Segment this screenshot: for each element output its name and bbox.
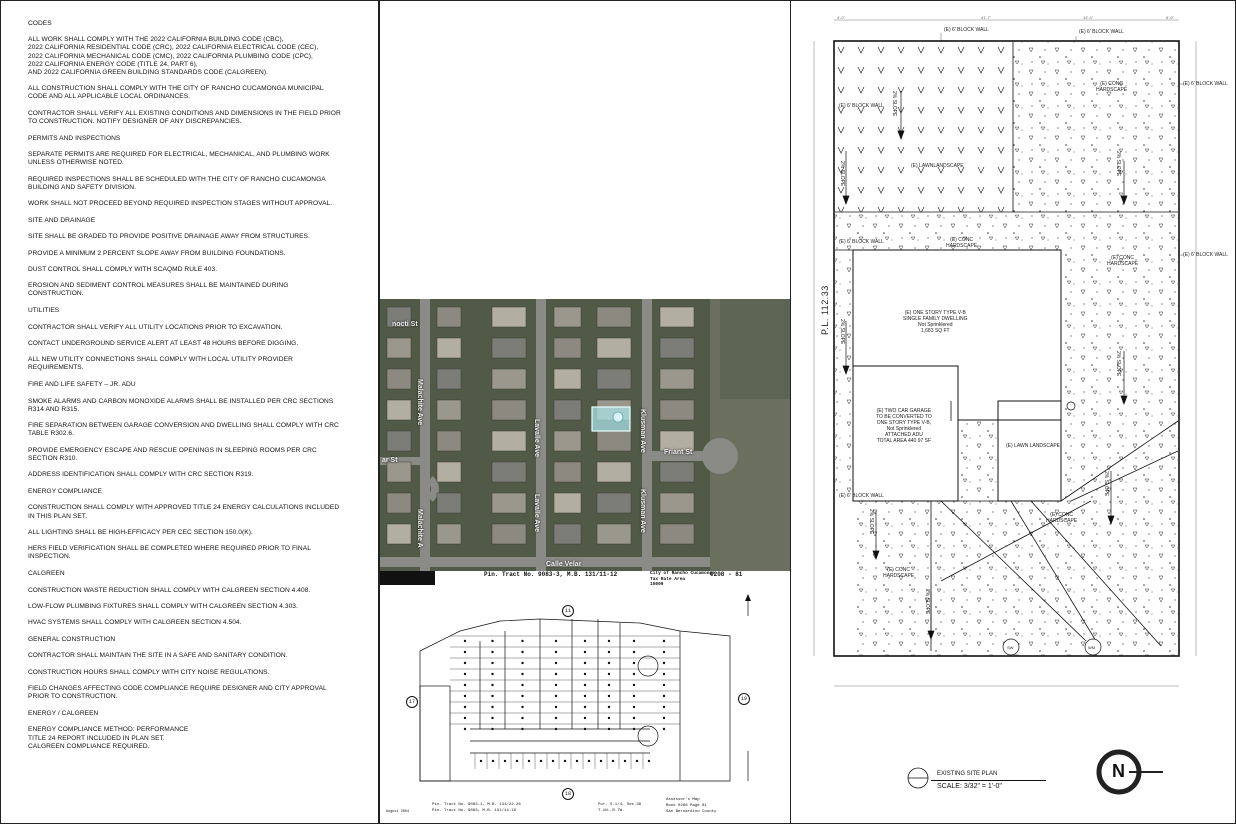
note-paragraph: HVAC SYSTEMS SHALL COMPLY WITH CALGREEN SECTION 4.504. bbox=[28, 618, 242, 626]
vicinity-map-panel bbox=[379, 0, 791, 824]
lawn-landscape-label-2: (E) LAWN LANDSCAPE bbox=[1006, 443, 1060, 449]
tract-circle-11: 11 bbox=[562, 605, 574, 617]
note-paragraph: ALL WORK SHALL COMPLY WITH THE 2022 CALIFORNIA BUILDING CODE (CBC), 2022 CALIFORNIA RESIDENTIAL CODE (CRC), 2022 CALIFORNIA ELECTRICAL CODE (CEC), 2022 CALIFORNIA MECHANICAL CODE (CMC), 2022 CALIFORNIA PLUMBING CODE (CPC), 2022 CALIFORNIA ENERGY CODE (TITLE 24, PART 6), AND 2022 CALIFORNIA GREEN BUILDING STANDARDS CODE (CALGREEN). bbox=[28, 36, 319, 77]
note-paragraph: ADDRESS IDENTIFICATION SHALL COMPLY WITH CRC SECTION R319. bbox=[28, 470, 254, 478]
note-paragraph: EROSION AND SEDIMENT CONTROL MEASURES SHALL BE MAINTAINED DURING CONSTRUCTION. bbox=[28, 282, 289, 298]
tract-circle-17: 17 bbox=[406, 696, 418, 708]
tract-footer-mid-1: Por. S.1/4, Sec.36 bbox=[598, 803, 642, 807]
tract-footer-right-3: San Bernardino County bbox=[666, 810, 717, 814]
tract-circle-18: 18 bbox=[562, 788, 574, 800]
note-paragraph: WORK SHALL NOT PROCEED BEYOND REQUIRED INSPECTION STAGES WITHOUT APPROVAL. bbox=[28, 200, 333, 208]
note-paragraph: HERS FIELD VERIFICATION SHALL BE COMPLETED WHERE REQUIRED PRIOR TO FINAL INSPECTION. bbox=[28, 544, 311, 561]
tract-city: City of Rancho Cucamonga bbox=[650, 571, 715, 576]
conc-hardscape-label-4: (E) CONC HARDSCAPE bbox=[1046, 512, 1078, 524]
tract-footer-right-2: Book 0208 Page 81 bbox=[666, 804, 707, 808]
slope-label-6: 2% SLOPE bbox=[1103, 471, 1109, 497]
note-heading: GENERAL CONSTRUCTION bbox=[28, 636, 116, 644]
dim-top-mid: 41'-7" bbox=[981, 15, 992, 20]
tract-tax-code: 15009 bbox=[650, 582, 664, 587]
note-paragraph: PROVIDE A MINIMUM 2 PERCENT SLOPE AWAY FROM BUILDING FOUNDATIONS. bbox=[28, 249, 286, 257]
note-paragraph: PROVIDE EMERGENCY ESCAPE AND RESCUE OPENINGS IN SLEEPING ROOMS PER CRC SECTION R310. bbox=[28, 446, 317, 462]
conc-hardscape-label-3: (E) CONC HARDSCAPE bbox=[1107, 255, 1139, 267]
dim-top-left: 4'-0" bbox=[837, 15, 845, 20]
note-heading: CALGREEN bbox=[28, 570, 65, 578]
note-heading: UTILITIES bbox=[28, 307, 60, 315]
block-wall-label-top-right: (E) 6' BLOCK WALL bbox=[1079, 29, 1124, 35]
title-underline bbox=[931, 780, 1046, 781]
north-label: N bbox=[1112, 761, 1125, 781]
block-wall-label-right-lower: (E) 6' BLOCK WALL bbox=[1183, 252, 1228, 258]
note-paragraph: REQUIRED INSPECTIONS SHALL BE SCHEDULED WITH THE CITY OF RANCHO CUCAMONGA BUILDING AND SAFETY DIVISION. bbox=[28, 175, 326, 191]
note-paragraph: CONSTRUCTION WASTE REDUCTION SHALL COMPLY WITH CALGREEN SECTION 4.408. bbox=[28, 586, 311, 594]
note-paragraph: ALL NEW UTILITY CONNECTIONS SHALL COMPLY WITH LOCAL UTILITY PROVIDER REQUIREMENTS. bbox=[28, 356, 293, 372]
general-notes-list bbox=[28, 20, 363, 751]
note-paragraph: CONTRACTOR SHALL VERIFY ALL EXISTING CONDITIONS AND DIMENSIONS IN THE FIELD PRIOR TO CONSTRUCTION. NOTIFY DESIGNER OF ANY DISCREPANCIES. bbox=[28, 109, 341, 125]
tract-date: August 2004 bbox=[386, 810, 410, 814]
street-label-lavalle: Lavalle Ave bbox=[533, 419, 540, 458]
note-heading: ENERGY / CALGREEN bbox=[28, 710, 99, 718]
note-paragraph: SITE SHALL BE GRADED TO PROVIDE POSITIVE DRAINAGE AWAY FROM STRUCTURES. bbox=[28, 233, 310, 241]
note-heading: FIRE AND LIFE SAFETY – JR. ADU bbox=[28, 381, 136, 389]
tract-book-no: 0208 - 81 bbox=[710, 571, 743, 578]
note-paragraph: CONSTRUCTION SHALL COMPLY WITH APPROVED TITLE 24 ENERGY CALCULATIONS INCLUDED IN THIS PLAN SET. bbox=[28, 504, 340, 520]
slope-label-3: 2% SLOPE bbox=[1115, 151, 1121, 177]
tract-footer-left-2: Pin. Tract No. 9083, M.B. 131/14-16 bbox=[432, 809, 517, 813]
block-wall-label-left: (E) 6' BLOCK WALL bbox=[839, 103, 884, 109]
street-label-left: ar St bbox=[382, 457, 398, 464]
street-label-malachite: Malachite Ave bbox=[416, 379, 423, 426]
tract-footer-right-1: Assessor's Map bbox=[666, 798, 700, 802]
street-label-lavalle-lower: Lavalle Ave bbox=[533, 494, 540, 533]
street-label-onocti: nocti St bbox=[392, 321, 418, 328]
property-line-label: P.L. 112.33 bbox=[820, 285, 830, 335]
note-paragraph: ALL CONSTRUCTION SHALL COMPLY WITH THE CITY OF RANCHO CUCAMONGA MUNICIPAL CODE AND ALL APPLICABLE LOCAL ORDINANCES. bbox=[28, 85, 324, 101]
note-heading: PERMITS AND INSPECTIONS bbox=[28, 135, 121, 143]
note-paragraph: ENERGY COMPLIANCE METHOD: PERFORMANCE TITLE 24 REPORT INCLUDED IN PLAN SET. CALGREEN COMPLIANCE REQUIRED. bbox=[28, 726, 189, 750]
aerial-image bbox=[380, 299, 790, 571]
block-wall-label-top: (E) 6' BLOCK WALL bbox=[944, 27, 989, 33]
conc-hardscape-label-1: (E) CONC HARDSCAPE bbox=[1096, 81, 1128, 93]
note-paragraph: FIRE SEPARATION BETWEEN GARAGE CONVERSION AND DWELLING SHALL COMPLY WITH CRC TABLE R302.6. bbox=[28, 422, 339, 438]
note-heading: SITE AND DRAINAGE bbox=[28, 217, 96, 225]
slope-label-5: 2% SLOPE bbox=[1115, 351, 1121, 377]
site-plan-title: EXISTING SITE PLAN bbox=[937, 771, 998, 777]
tract-footer-left-1: Pin. Tract No. 9083-1, M.B. 131/22-26 bbox=[432, 803, 521, 807]
note-paragraph: SEPARATE PERMITS ARE REQUIRED FOR ELECTRICAL, MECHANICAL, AND PLUMBING WORK UNLESS OTHERWISE NOTED. bbox=[28, 151, 330, 167]
lawn-landscape-label: (E) LAWNLANDSCAPE bbox=[911, 163, 964, 169]
sewer-label: SW bbox=[1007, 645, 1014, 650]
slope-label-7: 2% SLOPE bbox=[868, 509, 874, 535]
dim-top-far: 8'-0" bbox=[1166, 15, 1174, 20]
conc-hardscape-label-5: (E) CONC HARDSCAPE bbox=[883, 567, 915, 579]
dwelling-label: (E) ONE STORY TYPE V-B SINGLE FAMILY DWELLING Not Sprinklered 1,683 SQ FT bbox=[903, 310, 968, 334]
note-paragraph: DUST CONTROL SHALL COMPLY WITH SCAQMD RULE 403. bbox=[28, 265, 218, 273]
note-heading: CODES bbox=[28, 20, 52, 27]
note-heading: ENERGY COMPLIANCE bbox=[28, 488, 103, 496]
block-wall-label-left-lower: (E) 6' BLOCK WALL bbox=[839, 493, 884, 499]
block-wall-label-right: (E) 6' BLOCK WALL bbox=[1183, 81, 1228, 87]
note-paragraph: LOW-FLOW PLUMBING FIXTURES SHALL COMPLY WITH CALGREEN SECTION 4.303. bbox=[28, 602, 298, 610]
street-label-malachite-lower: Malachite A bbox=[416, 509, 423, 548]
tract-footer-mid-2: T.1N.,R.7W. bbox=[598, 809, 625, 813]
note-paragraph: CONTRACTOR SHALL MAINTAIN THE SITE IN A SAFE AND SANITARY CONDITION. bbox=[28, 652, 288, 660]
slope-label-1: 2% SLOPE bbox=[891, 91, 897, 117]
north-arrow-icon bbox=[1091, 743, 1171, 803]
block-wall-label-left-mid: (E) 6' BLOCK WALL bbox=[839, 239, 884, 245]
tract-header: Pin. Tract No. 9083-3, M.B. 131/11-12 bbox=[484, 571, 618, 578]
street-label-klusman-lower: Klusman Ave bbox=[639, 489, 646, 533]
street-label-calle-velar: Calle Velar bbox=[546, 561, 582, 568]
slope-label-4: 2% SLOPE bbox=[839, 319, 845, 345]
assessor-tract-map bbox=[380, 591, 790, 801]
aerial-photo bbox=[380, 299, 790, 571]
note-paragraph: SMOKE ALARMS AND CARBON MONOXIDE ALARMS SHALL BE INSTALLED PER CRC SECTIONS R314 AND R315. bbox=[28, 397, 334, 413]
detail-bubble-icon bbox=[906, 766, 936, 796]
tract-circle-19: 19 bbox=[738, 693, 750, 705]
note-paragraph: ALL LIGHTING SHALL BE HIGH-EFFICACY PER CEC SECTION 150.0(K). bbox=[28, 528, 253, 536]
water-meter-label: WM bbox=[1088, 645, 1096, 650]
scale-label: SCALE: 3/32" = 1'-0" bbox=[937, 783, 1002, 790]
note-paragraph: CONTACT UNDERGROUND SERVICE ALERT AT LEAST 48 HOURS BEFORE DIGGING. bbox=[28, 339, 299, 347]
site-plan-drawing bbox=[791, 1, 1236, 825]
dim-top-right: 19'-4" bbox=[1083, 15, 1094, 20]
street-label-klusman: Klusman Ave bbox=[639, 409, 646, 453]
site-plan-panel bbox=[790, 0, 1236, 824]
tract-tax-rate: Tax Rate Area bbox=[650, 577, 686, 582]
garage-adu-label: (E) TWO CAR GARAGE TO BE CONVERTED TO ONE STORY TYPE V-B, Not Sprinklered ATTACHED ADU TOTAL AREA 440.97 SF bbox=[876, 408, 932, 444]
note-paragraph: FIELD CHANGES AFFECTING CODE COMPLIANCE REQUIRE DESIGNER AND CITY APPROVAL PRIOR TO CONSTRUCTION. bbox=[28, 684, 327, 700]
slope-label-2: 2% SLOPE bbox=[839, 161, 845, 187]
street-label-friant: Friant St bbox=[664, 449, 693, 456]
note-paragraph: CONTRACTOR SHALL VERIFY ALL UTILITY LOCATIONS PRIOR TO EXCAVATION. bbox=[28, 323, 283, 331]
slope-label-8: 2% SLOPE bbox=[924, 589, 930, 615]
conc-hardscape-label-2: (E) CONC HARDSCAPE bbox=[946, 237, 978, 249]
note-paragraph: CONSTRUCTION HOURS SHALL COMPLY WITH CITY NOISE REGULATIONS. bbox=[28, 668, 270, 676]
aerial-caption-bar bbox=[380, 571, 435, 585]
general-notes-panel bbox=[0, 0, 379, 824]
